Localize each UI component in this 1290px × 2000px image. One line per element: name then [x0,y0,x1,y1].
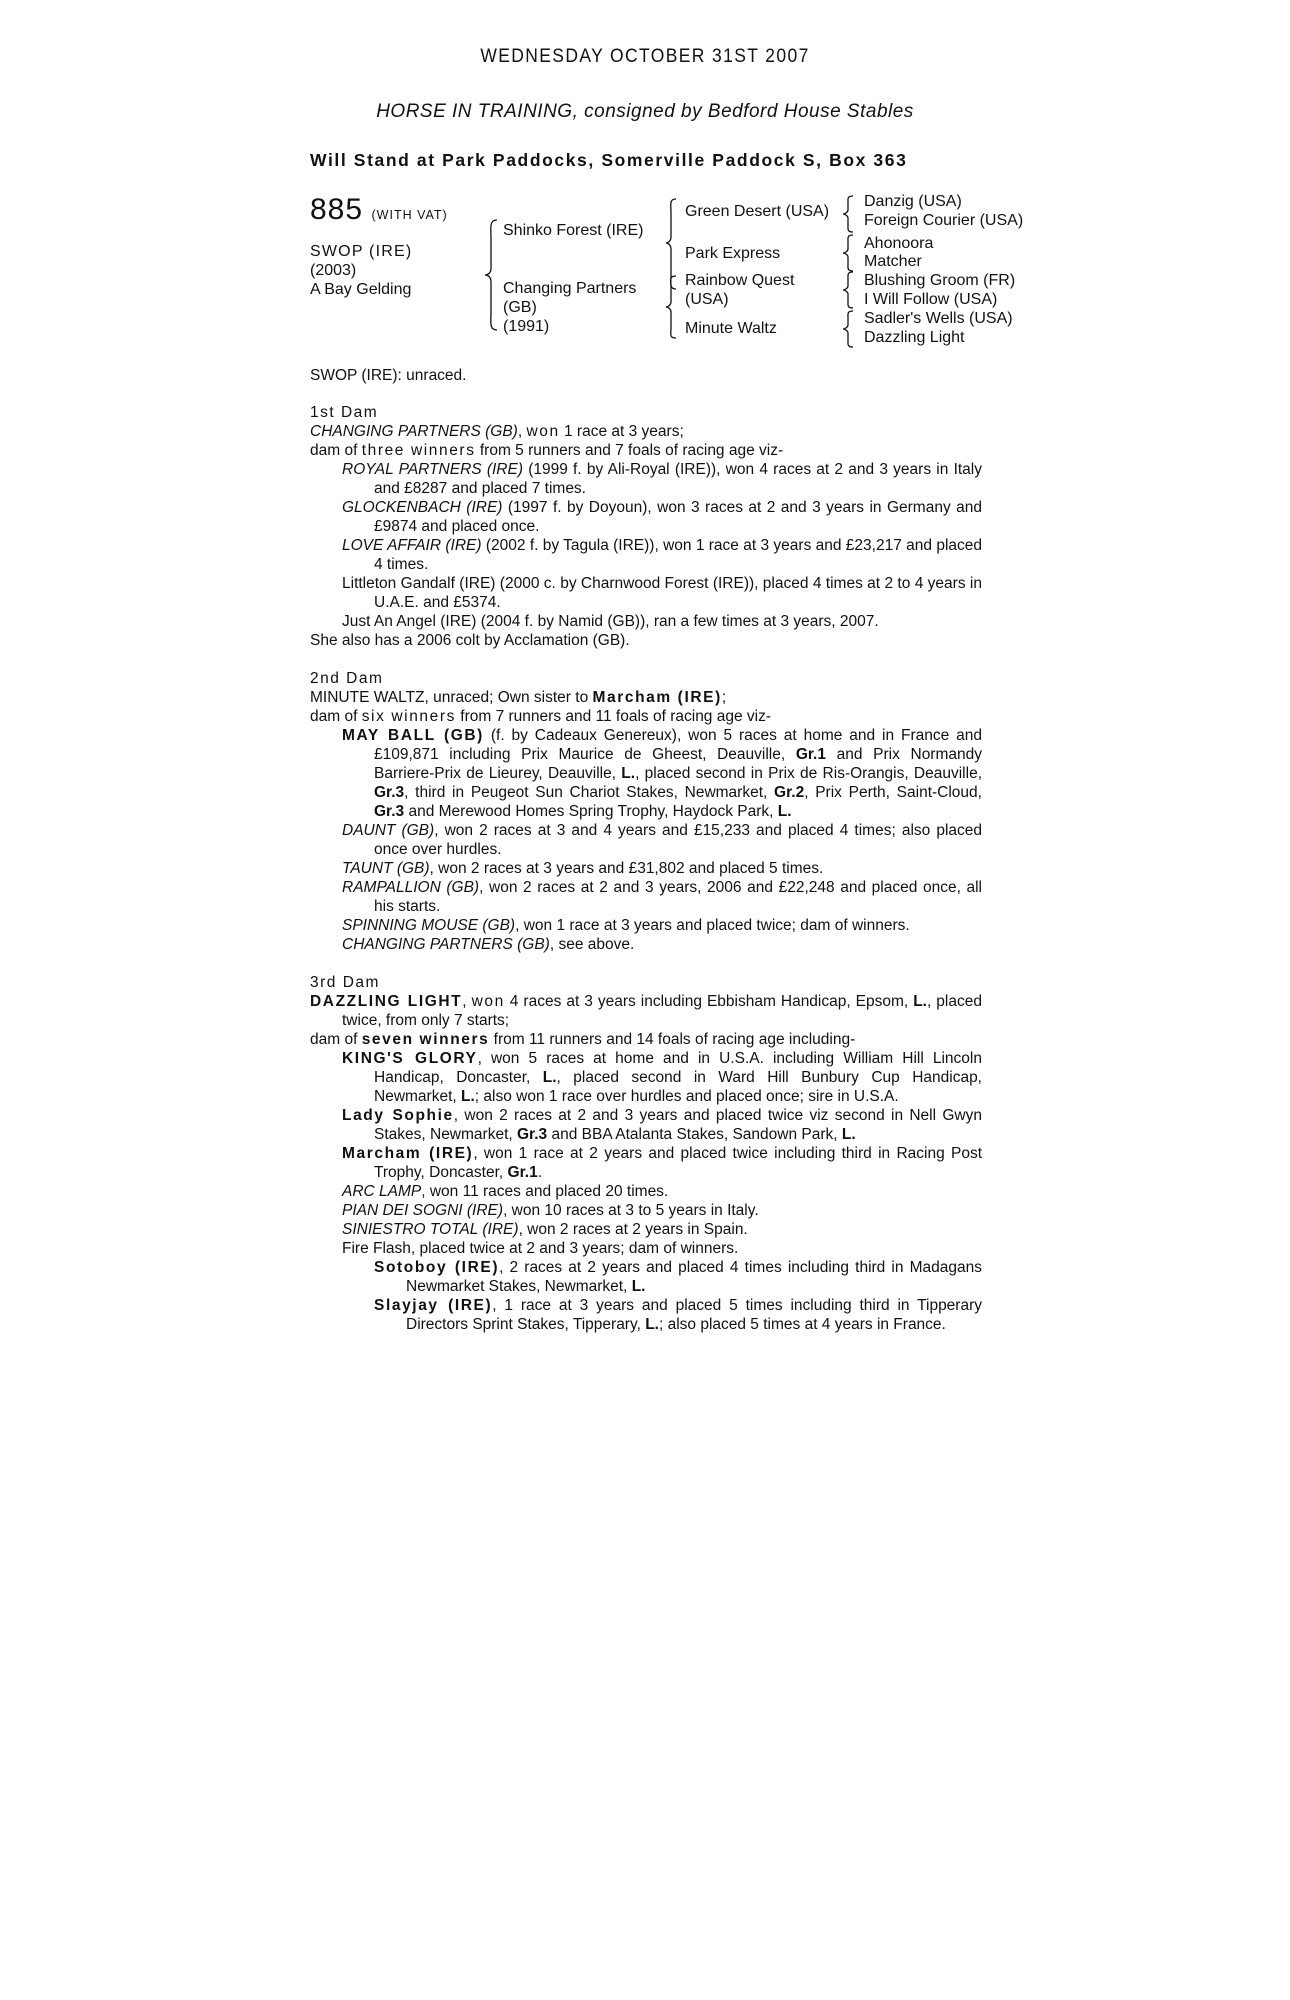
grandproduce-entry [310,1258,982,1296]
pedigree-dam-line3: (1991) [503,318,550,335]
pedigree-dss: Blushing Groom (FR) [864,272,1016,289]
produce-details: , won 2 races at 3 and 4 years and £15,233 and placed 4 times; also placed once over hurdles. [374,822,982,858]
pedigree-dam [503,279,636,336]
produce-name: Sotoboy (IRE) [374,1259,500,1276]
dam3-heading: 3rd Dam [310,974,380,991]
pedigree-brace-ss [841,194,855,234]
text-fragment: and Merewood Homes Spring Trophy, Haydock Park, [404,803,778,820]
produce-details: (1999 f. by Ali-Royal (IRE)), won 4 races at 2 and 3 years in Italy and £8287 and placed 7 times. [374,461,982,497]
grade-label: L. [461,1088,475,1105]
grade-label: L. [913,993,927,1010]
text-fragment: ; also won 1 race over hurdles and placed once; sire in U.S.A. [474,1088,899,1105]
horse-year: (2003) [310,262,357,279]
lot-heading [310,193,448,227]
produce-details: , won 10 races at 3 to 5 years in Italy. [503,1202,759,1219]
produce-name: CHANGING PARTNERS (GB) [342,936,550,953]
grade-label: Gr.2 [774,784,805,801]
produce-entry [310,1220,982,1239]
text-fragment: 4 races at 3 years including Ebbisham Handicap, Epsom, [504,993,914,1010]
text-fragment: (f. by Cadeaux Genereux), won 5 races at home and in France and £109,871 including Prix Maurice de Gheest, Deauville, [374,727,982,763]
text-fragment: , third in Peugeot Sun Chariot Stakes, Newmarket, [404,784,775,801]
sister-name: Marcham (IRE) [592,689,722,706]
produce-name: DAUNT (GB) [342,822,435,839]
pedigree-dam-sire-line2: (USA) [685,291,729,308]
produce-entry [310,859,982,878]
vat-note: (WITH VAT) [371,208,448,222]
text-fragment: , 1 race at 3 years and placed 5 times including third in Tipperary Directors Sprint Stakes, Tipperary, [406,1297,982,1333]
stand-location: Will Stand at Park Paddocks, Somerville Paddock S, Box 363 [310,150,908,170]
produce-entry [310,1201,982,1220]
produce-details: , won 1 race at 3 years and placed twice; dam of winners. [515,917,910,934]
dam2-produce-summary [310,707,982,726]
produce-entry [310,498,982,536]
pedigree-dam-line1: Changing Partners [503,280,637,297]
grade-label: Gr.3 [374,803,405,820]
pedigree-sire-dam: Park Express [685,245,781,262]
produce-name: LOVE AFFAIR (IRE) [342,537,482,554]
text-fragment: and Prix Normandy Barriere-Prix de Lieurey, Deauville, [374,746,982,782]
text-fragment: from 11 runners and 14 foals of racing age including- [489,1031,856,1048]
produce-name: Marcham (IRE) [342,1145,474,1162]
pedigree-ddd: Dazzling Light [864,329,965,346]
dam1-produce-summary [310,441,982,460]
winners-count: six winners [361,708,456,725]
dam1-heading: 1st Dam [310,404,379,421]
text-fragment: dam of [310,708,362,725]
pedigree-ssd: Foreign Courier (USA) [864,212,1024,229]
produce-name: PIAN DEI SOGNI (IRE) [342,1202,504,1219]
produce-name: MAY BALL (GB) [342,727,484,744]
produce-details: , won 2 races at 2 years in Spain. [518,1221,748,1238]
grade-label: Gr.3 [517,1126,548,1143]
dam3-line [310,992,982,1030]
text-fragment: , placed twice, from only 7 starts; [342,993,982,1029]
text-fragment: . [537,1164,543,1181]
produce-name: ARC LAMP [342,1183,422,1200]
pedigree-brace-dd [841,309,855,349]
dam1-name: CHANGING PARTNERS (GB) [310,423,518,440]
text-fragment: , won 1 race at 2 years and placed twice including third in Racing Post Trophy, Doncaster, [374,1145,983,1181]
text-fragment: , won 5 races at home and in U.S.A. including William Hill Lincoln Handicap, Doncaster, [374,1050,982,1086]
won-emphasis: won [526,423,560,440]
winners-count: three winners [361,442,476,459]
grade-label: L. [841,1126,856,1143]
pedigree-dam-sire [685,271,794,309]
winners-count: seven winners [361,1031,490,1048]
produce-entry [310,935,982,954]
produce-entry [310,821,982,859]
produce-entry [310,460,982,498]
horse-description: A Bay Gelding [310,281,412,298]
text-fragment: dam of [310,1031,362,1048]
produce-entry [310,536,982,574]
horse-identity [310,242,412,299]
produce-entry [310,1049,982,1106]
text-fragment: ; [721,689,727,706]
dam2-heading: 2nd Dam [310,670,384,687]
race-record: SWOP (IRE): unraced. [310,367,467,384]
pedigree-dds: Sadler's Wells (USA) [864,310,1013,327]
produce-entry [310,726,982,821]
produce-name: SPINNING MOUSE (GB) [342,917,516,934]
grade-label: L. [542,1069,557,1086]
produce-name: Slayjay (IRE) [374,1297,493,1314]
pedigree-dam-sire-line1: Rainbow Quest [685,272,795,289]
pedigree-sds: Ahonoora [864,235,934,252]
horse-name: SWOP (IRE) [310,243,413,260]
text-fragment: MINUTE WALTZ, unraced; Own sister to [310,689,593,706]
pedigree-sire-sire: Green Desert (USA) [685,203,830,220]
produce-details: , see above. [549,936,635,953]
text-fragment: , placed second in Prix de Ris-Orangis, Deauville, [635,765,982,782]
produce-details: , won 2 races at 2 and 3 years, 2006 and £22,248 and placed once, all his starts. [374,879,982,915]
produce-name: RAMPALLION (GB) [342,879,480,896]
text-fragment: and BBA Atalanta Stakes, Sandown Park, [547,1126,842,1143]
produce-name: Lady Sophie [342,1107,454,1124]
spacer [310,954,982,973]
produce-entry: Fire Flash, placed twice at 2 and 3 years; dam of winners. [342,1240,739,1257]
pedigree-dsd: I Will Follow (USA) [864,291,998,308]
pedigree-sss: Danzig (USA) [864,193,962,210]
produce-name: TAUNT (GB) [342,860,430,877]
grade-label: L. [621,765,636,782]
text-fragment: from 7 runners and 11 foals of racing age viz- [455,708,772,725]
pedigree-dam-line2: (GB) [503,299,537,316]
sale-date: WEDNESDAY OCTOBER 31ST 2007 [480,46,810,67]
text-fragment: , [517,423,527,440]
produce-name: SINIESTRO TOTAL (IRE) [342,1221,519,1238]
grade-label: L. [631,1278,646,1295]
text-fragment: , placed second in Ward Hill Bunbury Cup Handicap, Newmarket, [374,1069,982,1105]
produce-entry [310,1144,982,1182]
produce-entry: Littleton Gandalf (IRE) (2000 c. by Charnwood Forest (IRE)), placed 4 times at 2 to 4 years in U.A.E. and £5374. [342,575,982,611]
text-fragment: ; also placed 5 times at 4 years in France. [658,1316,946,1333]
produce-entry [310,878,982,916]
dam2-line [310,688,982,707]
grade-label: Gr.3 [374,784,405,801]
pedigree-sire: Shinko Forest (IRE) [503,222,644,239]
dam1-line [310,422,982,441]
produce-entry [310,916,982,935]
text-fragment: , won 2 races at 2 and 3 years and placed twice viz second in Nell Gwyn Stakes, Newmarket, [374,1107,982,1143]
pedigree-brace-ds [841,270,855,310]
produce-details: (2002 f. by Tagula (IRE)), won 1 race at 3 years and £23,217 and placed 4 times. [374,537,983,573]
dam3-name: DAZZLING LIGHT [310,993,463,1010]
grade-label: L. [777,803,792,820]
text-fragment: from 5 runners and 7 foals of racing age viz- [475,442,784,459]
spacer [310,650,982,669]
text-fragment: dam of [310,442,362,459]
catalogue-body [310,366,982,1334]
produce-name: ROYAL PARTNERS (IRE) [342,461,523,478]
produce-details: , won 2 races at 3 years and £31,802 and placed 5 times. [429,860,824,877]
produce-details: (1997 f. by Doyoun), won 3 races at 2 and 3 years in Germany and £9874 and placed once. [374,499,982,535]
text-fragment: 1 race at 3 years; [559,423,684,440]
won-emphasis: won [471,993,505,1010]
grade-label: Gr.1 [507,1164,538,1181]
produce-name: GLOCKENBACH (IRE) [342,499,503,516]
pedigree-brace-main [483,218,499,332]
text-fragment: , [462,993,472,1010]
produce-details: , won 11 races and placed 20 times. [421,1183,669,1200]
produce-entry [310,1106,982,1144]
pedigree-dam-dam: Minute Waltz [685,320,777,337]
pedigree-sdd: Matcher [864,253,922,270]
grandproduce-entry [310,1296,982,1334]
produce-entry [310,1182,982,1201]
pedigree-brace-dam [664,274,678,340]
lot-number: 885 [310,193,364,226]
consignment-line: HORSE IN TRAINING, consigned by Bedford House Stables [376,101,914,122]
grade-label: Gr.1 [795,746,826,763]
text-fragment: , 2 races at 2 years and placed 4 times including third in Madagans Newmarket Stakes, Newmarket, [406,1259,983,1295]
produce-name: KING'S GLORY [342,1050,478,1067]
produce-entry: Just An Angel (IRE) (2004 f. by Namid (GB)), ran a few times at 3 years, 2007. [342,613,879,630]
grade-label: L. [645,1316,659,1333]
text-fragment: , Prix Perth, Saint-Cloud, [804,784,982,801]
dam3-produce-summary [310,1030,982,1049]
dam1-also-note: She also has a 2006 colt by Acclamation (GB). [310,632,630,649]
pedigree-brace-sd [841,233,855,273]
